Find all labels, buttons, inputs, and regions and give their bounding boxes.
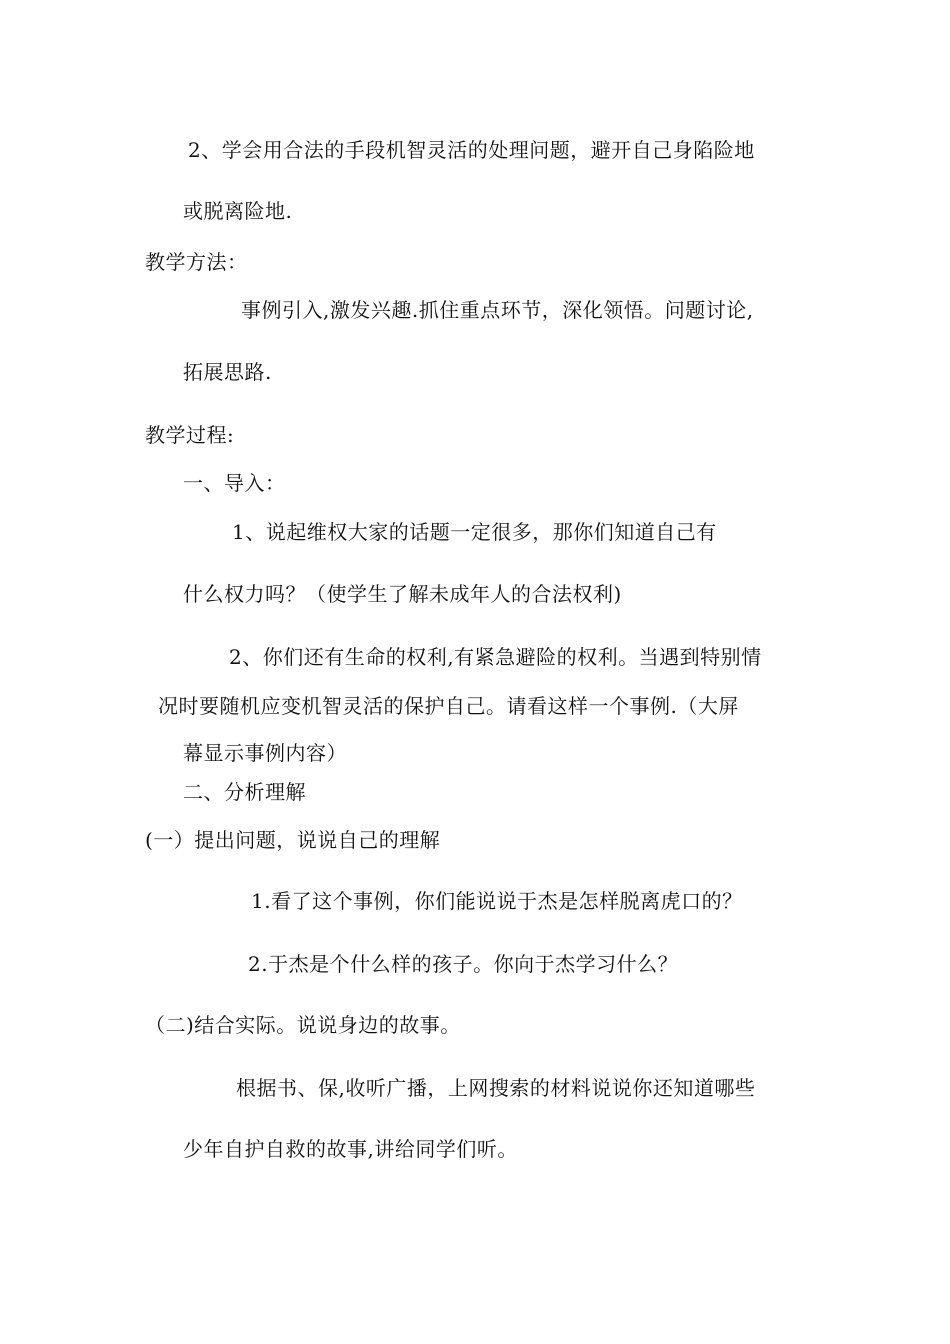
intro-item-2-line-1: 2、你们还有生命的权利,有紧急避险的权利。当遇到特别情 <box>229 645 762 669</box>
subsection-2-heading: （二)结合实际。说说身边的故事。 <box>145 1013 461 1037</box>
question-2: 2.于杰是个什么样的孩子。你向于杰学习什么？ <box>248 952 679 976</box>
section-2-heading: 二、分析理解 <box>183 780 306 804</box>
subsection-1-heading: (一）提出问题，说说自己的理解 <box>145 828 441 852</box>
heading-teaching-process: 教学过程: <box>145 423 235 447</box>
activity-line-2: 少年自护自救的故事,讲给同学们听。 <box>183 1137 518 1161</box>
method-line-2: 拓展思路. <box>183 360 272 384</box>
intro-item-1-line-2: 什么权力吗？（使学生了解未成年人的合法权利) <box>183 582 622 606</box>
objective-2-line-2: 或脱离险地. <box>183 199 293 223</box>
question-1: 1.看了这个事例，你们能说说于杰是怎样脱离虎口的？ <box>251 889 743 913</box>
activity-line-1: 根据书、保,收听广播，上网搜索的材料说说你还知道哪些 <box>236 1076 756 1100</box>
method-line-1: 事例引入,激发兴趣.抓住重点环节，深化领悟。问题讨论, <box>241 298 754 322</box>
objective-2-line-1: 2、学会用合法的手段机智灵活的处理问题，避开自己身陷险地 <box>188 138 755 162</box>
heading-teaching-method: 教学方法： <box>145 250 248 274</box>
intro-item-2-line-3: 幕显示事例内容） <box>183 741 347 765</box>
intro-item-1-line-1: 1、说起维权大家的话题一定很多，那你们知道自己有 <box>232 520 717 544</box>
intro-item-2-line-2: 况时要随机应变机智灵活的保护自己。请看这样一个事例.（大屏 <box>158 694 739 718</box>
section-1-heading: 一、导入： <box>183 471 286 495</box>
